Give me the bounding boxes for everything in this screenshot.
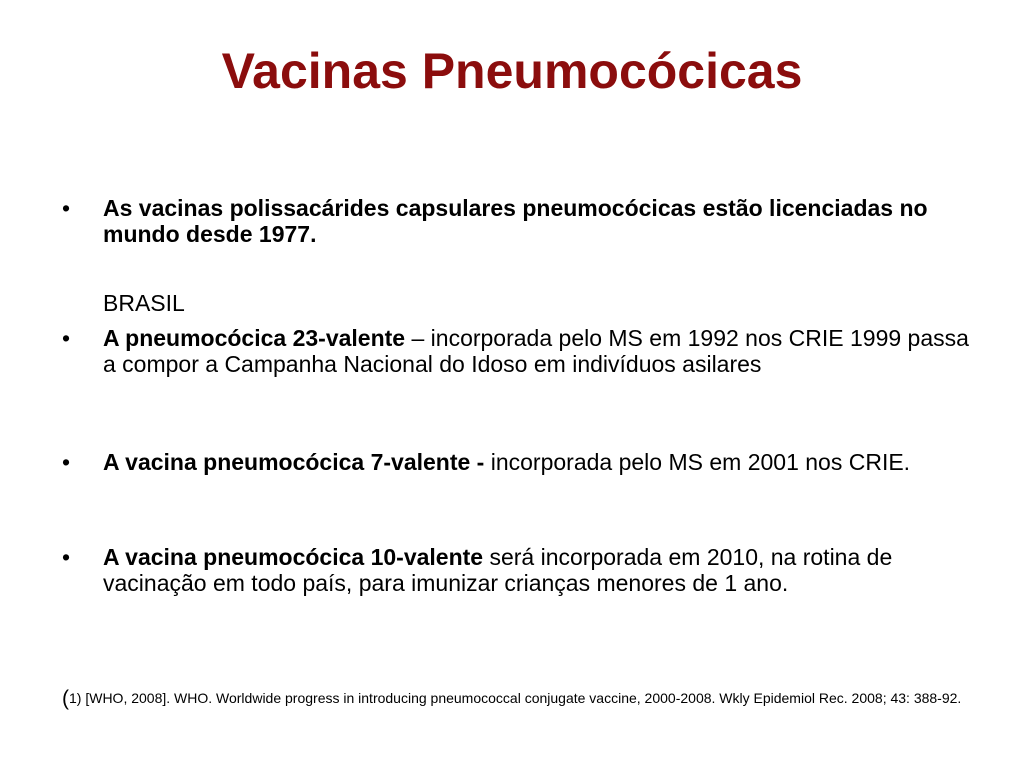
bullet-normal-text: – incorporada pelo MS em 1992 nos CRIE 1999 passa a compor a Campanha Nacional do Idoso em indivíduos asilares [103, 325, 969, 377]
footnote-text: 1) [WHO, 2008]. WHO. Worldwide progress in introducing pneumococcal conjugate vaccine, 2000-2008. Wkly Epidemiol Rec. 2008; 43: 388-92. [69, 690, 962, 706]
bullet-icon: • [62, 544, 71, 570]
bullet-bold-text: A pneumocócica 23-valente [103, 325, 406, 351]
bullet-normal-text: será incorporada em 2010, na rotina de vacinação em todo país, para imunizar crianças menores de 1 ano. [103, 544, 893, 596]
bullet-icon: • [62, 195, 71, 221]
section-label-brasil: BRASIL [103, 290, 185, 316]
bullet-normal-text: incorporada pelo MS em 2001 nos CRIE. [490, 449, 911, 475]
slide-title: Vacinas Pneumocócicas [221, 43, 803, 99]
footnote-paren: ( [62, 687, 69, 710]
bullet-text [103, 195, 971, 247]
footnote-reference [62, 687, 962, 710]
bullet-icon: • [62, 449, 71, 475]
bullet-bold-text: A vacina pneumocócica 10-valente [103, 544, 484, 570]
bullet-text [103, 449, 971, 475]
bullet-text [103, 325, 971, 377]
bullet-bold-text: A vacina pneumocócica 7-valente - [103, 449, 491, 475]
bullet-icon: • [62, 325, 71, 351]
bullet-bold-text: As vacinas polissacárides capsulares pneumocócicas estão licenciadas no mundo desde 1977. [103, 195, 928, 247]
bullet-text [103, 544, 971, 596]
